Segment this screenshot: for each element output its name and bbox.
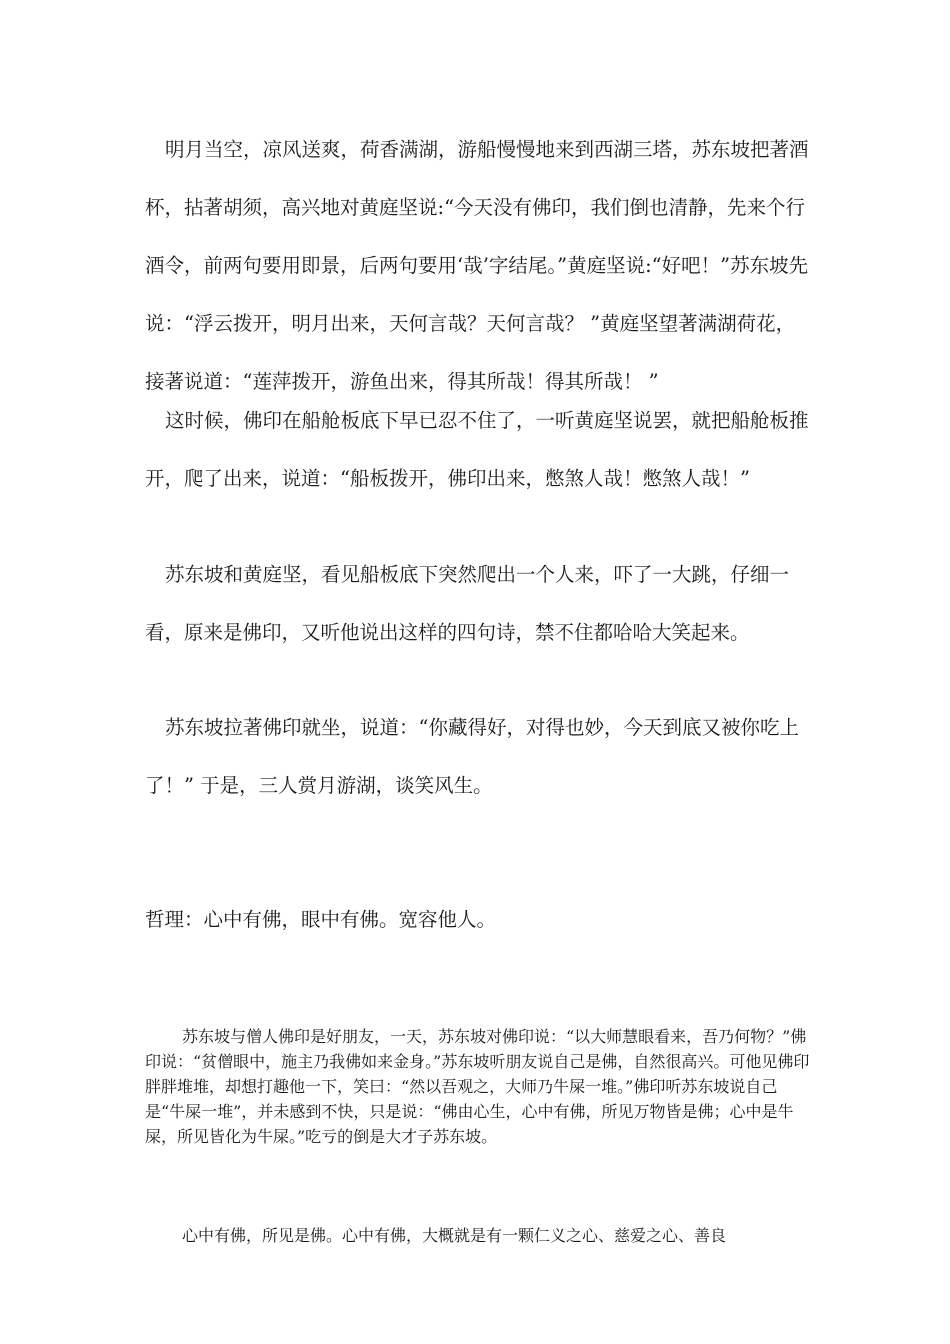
story-paragraph-1: 明月当空，凉风送爽，荷香满湖，游船慢慢地来到西湖三塔，苏东坡把著酒杯，拈著胡须，高兴地对黄庭坚说:“今天没有佛印，我们倒也清静，先来个行酒令，前两句要用即景，后两句要用‘哉’字结尾。”黄庭坚说:“好吧！”苏东坡先说：“浮云拨开，明月出来，天何言哉？天何言哉？ ”黄庭坚望著满湖荷花，接著说道：“莲萍拨开，游鱼出来，得其所哉！得其所哉！ ” [145,138,809,393]
story2-paragraph-1: 苏东坡与僧人佛印是好朋友，一天，苏东坡对佛印说：“以大师慧眼看来，吾乃何物？”佛印说：“贫僧眼中，施主乃我佛如来金身。”苏东坡听朋友说自己是佛，自然很高兴。可他见佛印胖胖堆堆，却想打趣他一下，笑曰：“然以吾观之，大师乃牛屎一堆。”佛印听苏东坡说自己是“牛屎一堆”，并未感到不快，只是说：“佛由心生，心中有佛，所见万物皆是佛；心中是牛屎，所见皆化为牛屎。”吃亏的倒是大才子苏东坡。 [145,1027,810,1146]
story-paragraph-3: 苏东坡和黄庭坚，看见船板底下突然爬出一个人来，吓了一大跳，仔细一 看，原来是佛印，又听他说出这样的四句诗，禁不住都哈哈大笑起来。 [145,563,790,644]
story-paragraph-2: 这时候，佛印在船舱板底下早已忍不住了，一听黄庭坚说罢，就把船舱板推开，爬了出来，说道：“船板拨开，佛印出来，憋煞人哉！憋煞人哉！” [145,409,809,490]
moral-line: 哲理：心中有佛，眼中有佛。宽容他人。 [145,908,497,931]
story-paragraph-4: 苏东坡拉著佛印就坐，说道：“你藏得好，对得也妙，今天到底又被你吃上了！” 于是，三人赏月游湖，谈笑风生。 [145,716,799,797]
story2-paragraph-2: 心中有佛，所见是佛。心中有佛，大概就是有一颗仁义之心、慈爱之心、善良 [182,1226,727,1245]
